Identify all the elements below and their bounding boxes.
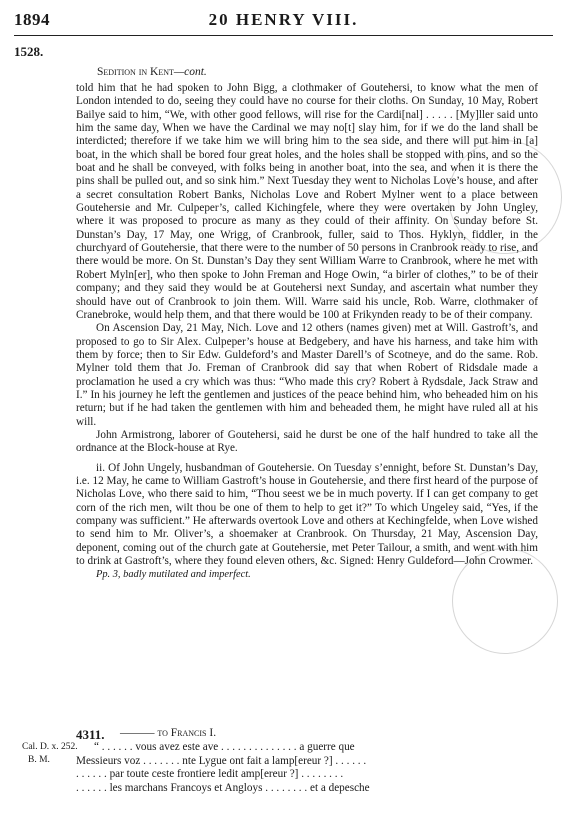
entry-number: 4311. bbox=[76, 727, 105, 742]
section-title: Sedition in Kent bbox=[97, 66, 174, 78]
physical-note: Pp. 3, badly mutilated and imperfect. bbox=[96, 569, 251, 581]
paragraph: told him that he had spoken to John Bigg, a clothmaker of Goutehersi, to know what the men of London intended to do, seeing they could have no course for their cloths. On Sunday, 10 May, Robert Bailye said to him, “We, with other good fellows, will rise for the Cardi[nal] . . . . . [My]ller said unto him the same day, When we have the Cardinal we may no[t] slay him, for if we do the land shall be interdicted; therefore if we take him we will bring him to the sea side, and there will put him in [a] boat, in the which shall be bored four great holes, and the holes shall be stopped with pins, and so the boat and he shall be conveyed, with folks being in another boat, into the sea, and when it is there the pins shall be pulled out, and so sink him.” Next Tuesday they went to Nicholas Love’s house, and after a secret consultation Robert Banks, Nicholas Love and Robert Mylner went to a place between Goutehersie and Mr. Culpeper’s, called Kichingfele, where they were overtaken by John Ungley, where it was proposed to procure as many as they could of their affinity. On Sunday before St. Dunstan’s Day, 17 May, one Wrigg, of Cranbrook, fuller, said to Thos. Hyklyn, fiddler, in the churchyard of Goutehersie, that there were to the number of 50 persons in Cranbrook ready to rise, and there would be more. On St. Dunstan’s Day they sent William Warre to Cranbrook, where he met with Robert Myln[er], who then spoke to John Freman and Hoge Owin, “a birler of clothes,” to be of their company; and they said they would be at Goutehersi next Sunday, and ascertain what number they should have out of Cranbrook to join them. Will. Warre said his uncle, Rob. Warre, clothmaker of Cranebroke, would help them, and that there would be 100 at Frikynden ready to be of their company. bbox=[76, 82, 538, 321]
next-entry bbox=[14, 727, 539, 817]
french-text bbox=[76, 741, 546, 795]
running-title: 20 HENRY VIII. bbox=[208, 10, 359, 29]
text-line: “ . . . . . . vous avez este ave . . . . . . . . . . . . . . a guerre que bbox=[94, 741, 355, 753]
entry-addressee: ——— to Francis I. bbox=[120, 727, 217, 739]
paragraph: ii. Of John Ungely, husbandman of Goutehersie. On Tuesday s’ennight, before St. Dunstan’s Day, i.e. 12 May, he came to William Gastroft’s house in Goutehersie, and there first heard of the purpose of Nicholas Love, who there said to him, “Thou seest we be in much poverty. If I can get company to get corn of the rich men, wilt thou be one of them to help to get it?” To which Ungeley said, “Yes, if the company was sufficient.” He afterwards overtook Love and others at Kechingfelde, when Love wished to send him to Mr. Oliver’s, a shoemaker at Cranbrook. On Thursday, 21 May, Ascension Day, deponent, coming out of the church gate at Goutehersie, met Peter Tailour, a smith, and went with him to drink at Gastroft’s, where they found eleven others, &c. Signed: Henry Guldeford—John Crowmer. bbox=[76, 461, 538, 568]
text-line: . . . . . . par toute ceste frontiere ledit amp[ereur ?] . . . . . . . . bbox=[76, 768, 344, 780]
paragraph: John Armistrong, laborer of Goutehersi, said he durst be one of the half hundred to take all the ordnance at the Block-house at Rye. bbox=[76, 428, 538, 455]
manuscript-location: B. M. bbox=[28, 755, 50, 765]
manuscript-reference: Cal. D. x. 252. bbox=[22, 742, 78, 752]
entry-text bbox=[76, 82, 538, 582]
page-number: 1894 bbox=[14, 10, 50, 29]
paragraph: On Ascension Day, 21 May, Nich. Love and 12 others (names given) met at Will. Gastroft’s, and proposed to go to Sir Alex. Culpeper’s house at Bedgebery, and have his harness, and take him with them by force; then to Sir Edw. Guldeford’s and Master Darell’s of Scotneye, and do the same. Rob. Mylner told them that Jo. Freman of Cranbrook did say that when Robert of Ridsdale made a proclamation he used a cry which was thus: “Who made this cry? Robert à Rydsdale, Jack Straw and I.” In his journey he left the gentlemen and justices of the peace behind him, who beheaded him on his return; but if he had taken the gentlemen with him and beheaded them, he might have ruled all at his will. bbox=[76, 322, 538, 428]
section-continued: —cont. bbox=[173, 66, 207, 78]
header-rule bbox=[14, 35, 553, 36]
text-line: Messieurs voz . . . . . . . nte Lygue ont fait a lamp[ereur ?] . . . . . . bbox=[76, 754, 367, 767]
section-heading bbox=[97, 66, 207, 78]
text-line: . . . . . . les marchans Francoys et Angloys . . . . . . . . et a depesche bbox=[76, 781, 370, 794]
year-marginal: 1528. bbox=[14, 44, 44, 59]
page-header bbox=[14, 10, 553, 34]
